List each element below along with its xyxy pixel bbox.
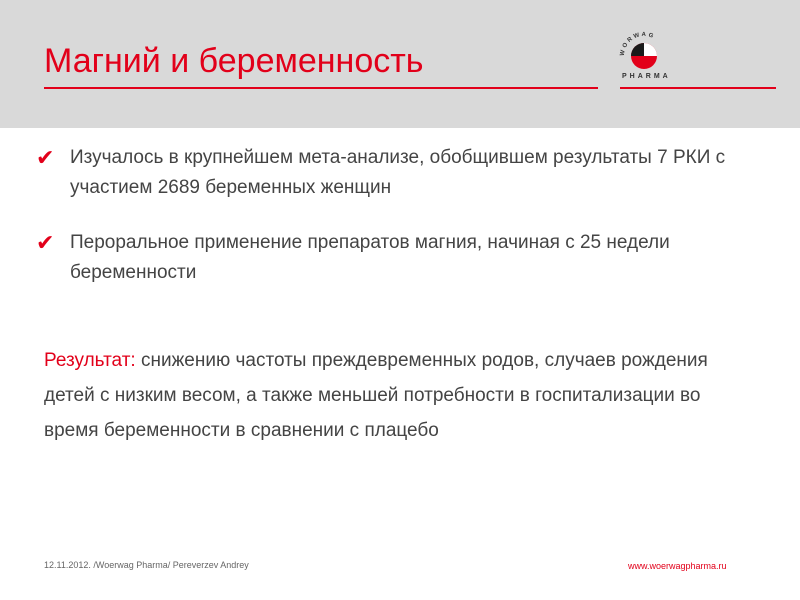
bullet-list (36, 143, 776, 313)
slide-title: Магний и беременность (44, 42, 424, 80)
checkmark-icon: ✔ (36, 230, 55, 255)
footer-website-link[interactable]: www.woerwagpharma.ru (628, 561, 727, 571)
result-paragraph (44, 343, 744, 448)
bullet-text: Пероральное применение препаратов магния, начиная с 25 недели беременности (70, 232, 670, 283)
checkmark-icon: ✔ (36, 145, 55, 170)
title-underline (44, 87, 598, 89)
bullet-item (36, 143, 776, 203)
bullet-item (36, 228, 776, 288)
logo-pharma-text: PHARMA (622, 73, 671, 80)
result-text: снижению частоты преждевременных родов, случаев рождения детей с низким весом, а также меньшей потребности в госпитализации во время беременности в сравнении с плацебо (44, 350, 708, 441)
logo-underline (620, 87, 776, 89)
bullet-text: Изучалось в крупнейшем мета-анализе, обобщившем результаты 7 РКИ с участием 2689 беременных женщин (70, 147, 726, 198)
footer-credit: 12.11.2012. /Woerwag Pharma/ Pereverzev Andrey (44, 560, 249, 570)
logo-ring-text: WORWAG (619, 31, 657, 57)
result-label: Результат: (44, 350, 136, 371)
